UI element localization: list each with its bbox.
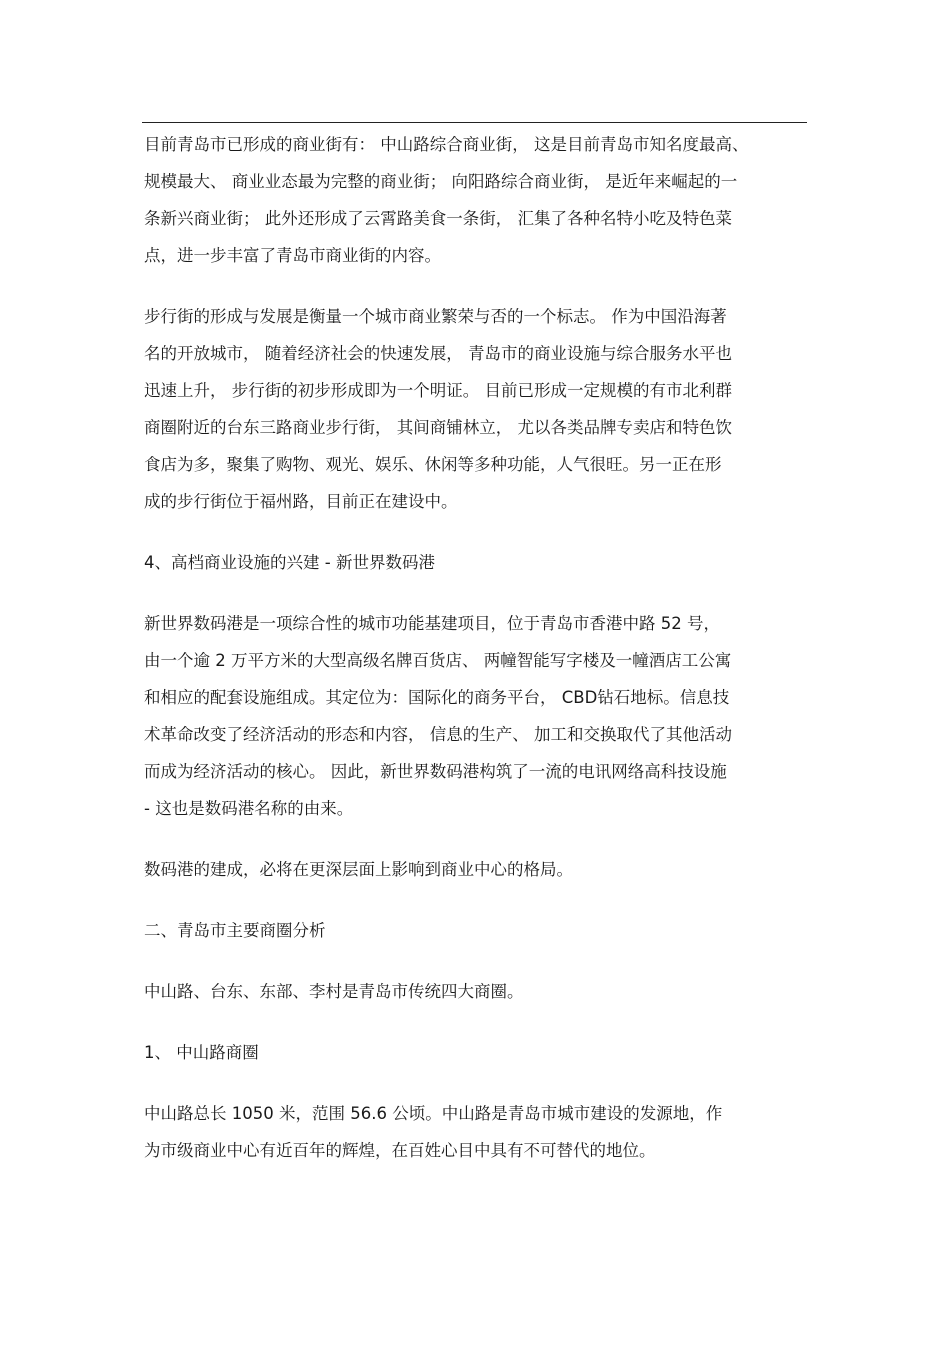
- paragraph-four-districts: [144, 973, 808, 1010]
- text-line: 食店为多，聚集了购物、观光、娱乐、休闲等多种功能，人气很旺。另一正在形: [144, 455, 722, 474]
- document-body: [144, 126, 808, 1193]
- text-line: 步行街的形成与发展是衡量一个城市商业繁荣与否的一个标志。 作为中国沿海著: [144, 307, 727, 326]
- paragraph-cyberport: [144, 605, 808, 827]
- section-heading-business-districts: 二、青岛市主要商圈分析: [144, 921, 326, 940]
- section-heading-cyberport: 4、高档商业设施的兴建 - 新世界数码港: [144, 553, 435, 572]
- text-line: 中山路总长 1050 米，范围 56.6 公顷。中山路是青岛市城市建设的发源地，作: [144, 1104, 723, 1123]
- paragraph-commercial-streets: [144, 126, 808, 274]
- text-line: 新世界数码港是一项综合性的城市功能基建项目，位于青岛市香港中路 52 号，: [144, 614, 720, 633]
- text-line: 点，进一步丰富了青岛市商业街的内容。: [144, 246, 441, 265]
- text-line: 术革命改变了经济活动的形态和内容， 信息的生产、 加工和交换取代了其他活动: [144, 725, 732, 744]
- text-line: 目前青岛市已形成的商业街有： 中山路综合商业街， 这是目前青岛市知名度最高、: [144, 135, 749, 154]
- text-line: 数码港的建成，必将在更深层面上影响到商业中心的格局。: [144, 860, 573, 879]
- paragraph-zhongshan-road: [144, 1095, 808, 1169]
- text-line: 迅速上升， 步行街的初步形成即为一个明证。 目前已形成一定规模的有市北利群: [144, 381, 732, 400]
- text-line: 条新兴商业街； 此外还形成了云霄路美食一条街， 汇集了各种名特小吃及特色菜: [144, 209, 732, 228]
- header-rule: [142, 122, 807, 123]
- text-line: 规模最大、 商业业态最为完整的商业街； 向阳路综合商业街， 是近年来崛起的一: [144, 172, 738, 191]
- text-line: - 这也是数码港名称的由来。: [144, 799, 354, 818]
- text-line: 由一个逾 2 万平方米的大型高级名牌百货店、 两幢智能写字楼及一幢酒店工公寓: [144, 651, 732, 670]
- section-heading-zhongshan-road: 1、 中山路商圈: [144, 1043, 259, 1062]
- paragraph-pedestrian-streets: [144, 298, 808, 520]
- paragraph-cyberport-impact: [144, 851, 808, 888]
- text-line: 为市级商业中心有近百年的辉煌，在百姓心目中具有不可替代的地位。: [144, 1141, 656, 1160]
- text-line: 和相应的配套设施组成。其定位为：国际化的商务平台， CBD钻石地标。信息技: [144, 688, 730, 707]
- text-line: 成的步行街位于福州路，目前正在建设中。: [144, 492, 458, 511]
- text-line: 名的开放城市， 随着经济社会的快速发展， 青岛市的商业设施与综合服务水平也: [144, 344, 732, 363]
- text-line: 而成为经济活动的核心。 因此，新世界数码港构筑了一流的电讯网络高科技设施: [144, 762, 727, 781]
- text-line: 商圈附近的台东三路商业步行街， 其间商铺林立， 尤以各类品牌专卖店和特色饮: [144, 418, 732, 437]
- text-line: 中山路、台东、东部、李村是青岛市传统四大商圈。: [144, 982, 524, 1001]
